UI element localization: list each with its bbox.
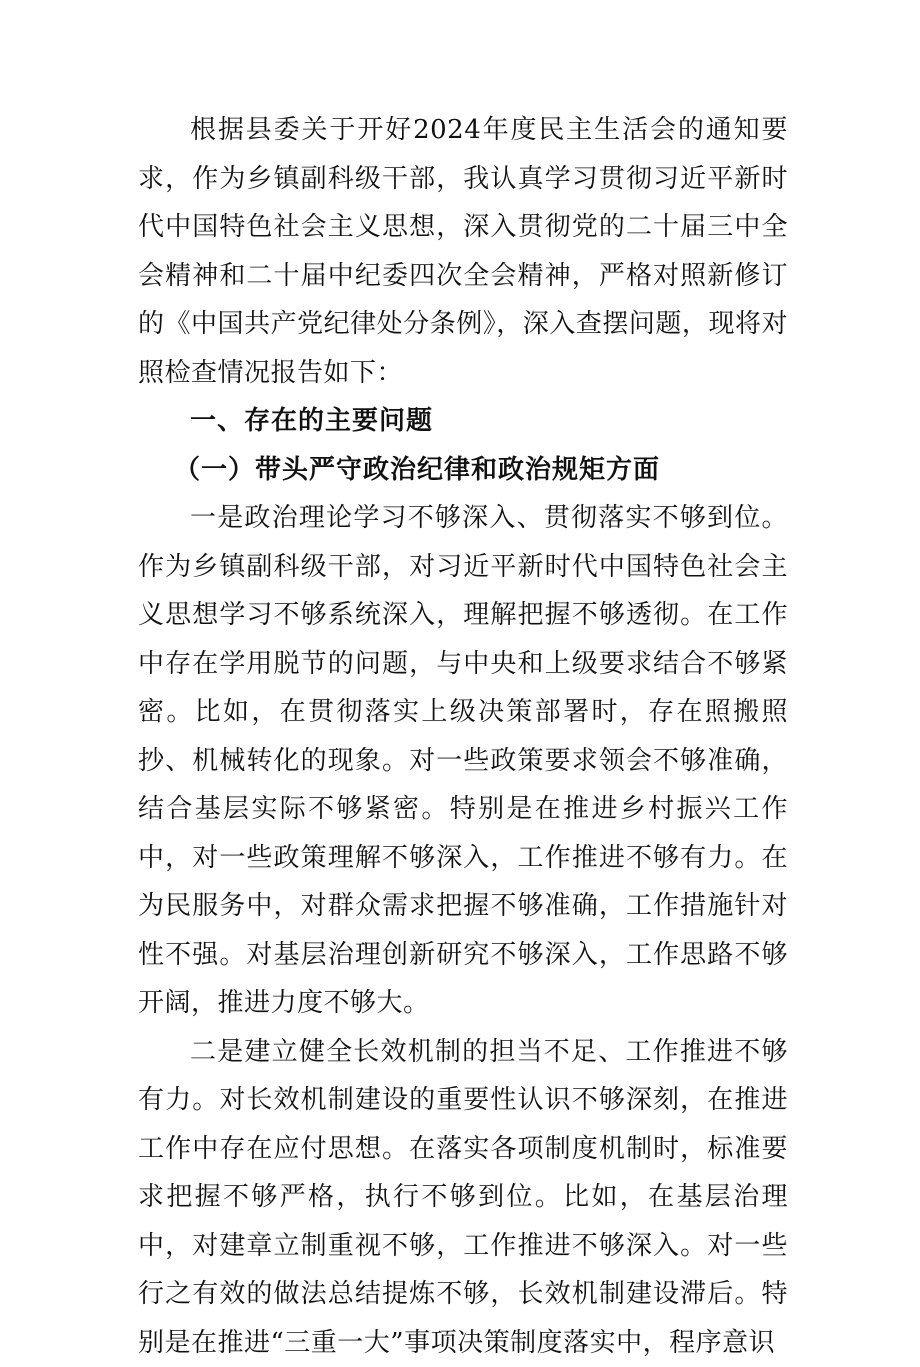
subsection-heading: （一）带头严守政治纪律和政治规矩方面 (138, 446, 788, 495)
body-paragraph-2: 二是建立健全长效机制的担当不足、工作推进不够有力。对长效机制建设的重要性认识不够深刻，在推进工作中存在应付思想。在落实各项制度机制时，标准要求把握不够严格，执行不够到位。比如，在基层治理中，对建章立制重视不够，工作推进不够深入。对一些行之有效的做法总结提炼不够，长效机制建设滞后。特别是在推进“三重一大”事项决策制度落实中，程序意识 (138, 1028, 788, 1367)
intro-paragraph: 根据县委关于开好2024年度民主生活会的通知要求，作为乡镇副科级干部，我认真学习贯彻习近平新时代中国特色社会主义思想，深入贯彻党的二十届三中全会精神和二十届中纪委四次全会精神，严格对照新修订的《中国共产党纪律处分条例》，深入查摆问题，现将对照检查情况报告如下： (138, 106, 788, 397)
section-heading: 一、存在的主要问题 (138, 397, 788, 446)
document-body (138, 106, 788, 1367)
body-paragraph-1: 一是政治理论学习不够深入、贯彻落实不够到位。作为乡镇副科级干部，对习近平新时代中国特色社会主义思想学习不够系统深入，理解把握不够透彻。在工作中存在学用脱节的问题，与中央和上级要求结合不够紧密。比如，在贯彻落实上级决策部署时，存在照搬照抄、机械转化的现象。对一些政策要求领会不够准确，结合基层实际不够紧密。特别是在推进乡村振兴工作中，对一些政策理解不够深入，工作推进不够有力。在为民服务中，对群众需求把握不够准确，工作措施针对性不强。对基层治理创新研究不够深入，工作思路不够开阔，推进力度不够大。 (138, 494, 788, 1028)
